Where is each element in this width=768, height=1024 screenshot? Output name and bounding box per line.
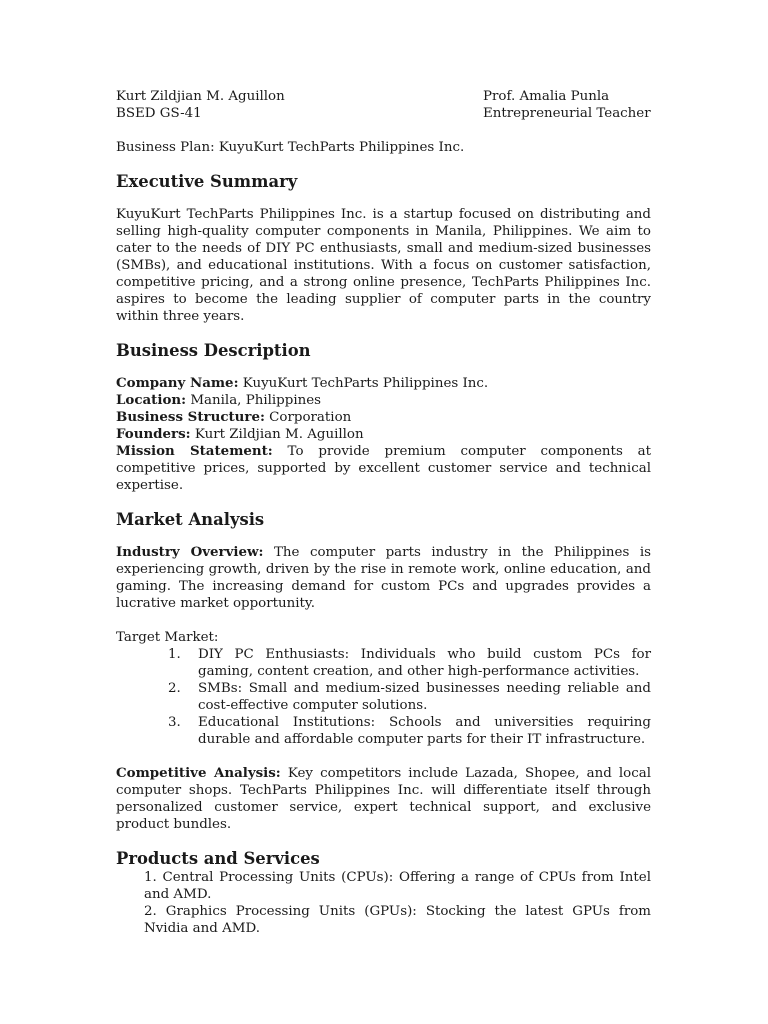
paragraph-spacer xyxy=(116,612,651,629)
student-info xyxy=(116,88,285,122)
industry-overview-label: Industry Overview: xyxy=(116,544,264,560)
business-structure-value: Corporation xyxy=(264,410,352,425)
list-item-text: Educational Institutions: Schools and universities requiring durable and affordable computer parts for their IT infrastructure. xyxy=(198,715,651,747)
competitive-analysis-label: Competitive Analysis: xyxy=(116,765,281,781)
company-name-field xyxy=(116,375,651,392)
list-item: 1. Central Processing Units (CPUs): Offering a range of CPUs from Intel and AMD. xyxy=(144,870,651,902)
mission-statement-label: Mission Statement: xyxy=(116,443,273,459)
executive-summary-heading: Executive Summary xyxy=(116,172,298,191)
professor-info xyxy=(483,88,651,122)
mission-statement-value: To provide premium computer components at competitive prices, supported by excellent customer service and technical expertise. xyxy=(116,444,651,493)
executive-summary-body: KuyuKurt TechParts Philippines Inc. is a startup focused on distributing and selling high-quality computer components in Manila, Philippines. We aim to cater to the needs of DIY PC enthusiasts, small and medium-sized businesses (SMBs), and educational institutions. With a focus on customer satisfaction, competitive pricing, and a strong online presence, TechParts Philippines Inc. aspires to become the leading supplier of computer parts in the country within three years. xyxy=(116,207,651,324)
business-description-heading: Business Description xyxy=(116,341,311,360)
products-list xyxy=(144,869,651,937)
location-value: Manila, Philippines xyxy=(186,393,322,408)
list-item-text: DIY PC Enthusiasts: Individuals who build custom PCs for gaming, content creation, and other high-performance activities. xyxy=(198,647,651,679)
plan-title: Business Plan: KuyuKurt TechParts Philippines Inc. xyxy=(116,140,465,155)
list-item: 2. Graphics Processing Units (GPUs): Stocking the latest GPUs from Nvidia and AMD. xyxy=(144,904,651,936)
list-item-text: SMBs: Small and medium-sized businesses needing reliable and cost-effective computer solutions. xyxy=(198,681,651,713)
executive-summary-section xyxy=(116,172,651,325)
target-market-label: Target Market: xyxy=(116,630,219,645)
business-structure-field xyxy=(116,409,651,426)
founders-value: Kurt Zildjian M. Aguillon xyxy=(190,427,364,442)
industry-overview-paragraph xyxy=(116,544,651,612)
target-market-list xyxy=(116,646,651,748)
competitive-analysis-value: Key competitors include Lazada, Shopee, and local computer shops. TechParts Philippines Inc. will differentiate itself through personalized customer service, expert technical support, and exclusive product bundles. xyxy=(116,766,651,832)
location-field xyxy=(116,392,651,409)
list-item-number: 2. xyxy=(168,681,181,696)
company-name-label: Company Name: xyxy=(116,375,239,391)
list-item xyxy=(168,646,651,680)
list-item xyxy=(168,714,651,748)
competitive-analysis-paragraph xyxy=(116,765,651,833)
list-item xyxy=(168,680,651,714)
company-name-value: KuyuKurt TechParts Philippines Inc. xyxy=(238,376,489,391)
professor-name: Prof. Amalia Punla xyxy=(483,89,610,104)
document-header xyxy=(116,88,651,122)
mission-statement-field xyxy=(116,443,651,494)
list-item-number: 1. xyxy=(168,647,181,662)
document-page xyxy=(116,88,651,937)
professor-title: Entrepreneurial Teacher xyxy=(483,106,651,121)
market-analysis-section xyxy=(116,510,651,833)
founders-label: Founders: xyxy=(116,426,191,442)
business-structure-label: Business Structure: xyxy=(116,409,265,425)
founders-field xyxy=(116,426,651,443)
student-name: Kurt Zildjian M. Aguillon xyxy=(116,89,285,104)
business-description-section xyxy=(116,341,651,494)
location-label: Location: xyxy=(116,392,187,408)
student-section: BSED GS-41 xyxy=(116,106,202,121)
products-services-heading: Products and Services xyxy=(116,849,320,868)
market-analysis-heading: Market Analysis xyxy=(116,510,265,529)
products-services-section xyxy=(116,849,651,937)
paragraph-spacer xyxy=(116,748,651,765)
list-item-number: 3. xyxy=(168,715,181,730)
industry-overview-value: The computer parts industry in the Philippines is experiencing growth, driven by the rise in remote work, online education, and gaming. The increasing demand for custom PCs and upgrades provides a lucrative market opportunity. xyxy=(116,545,651,611)
